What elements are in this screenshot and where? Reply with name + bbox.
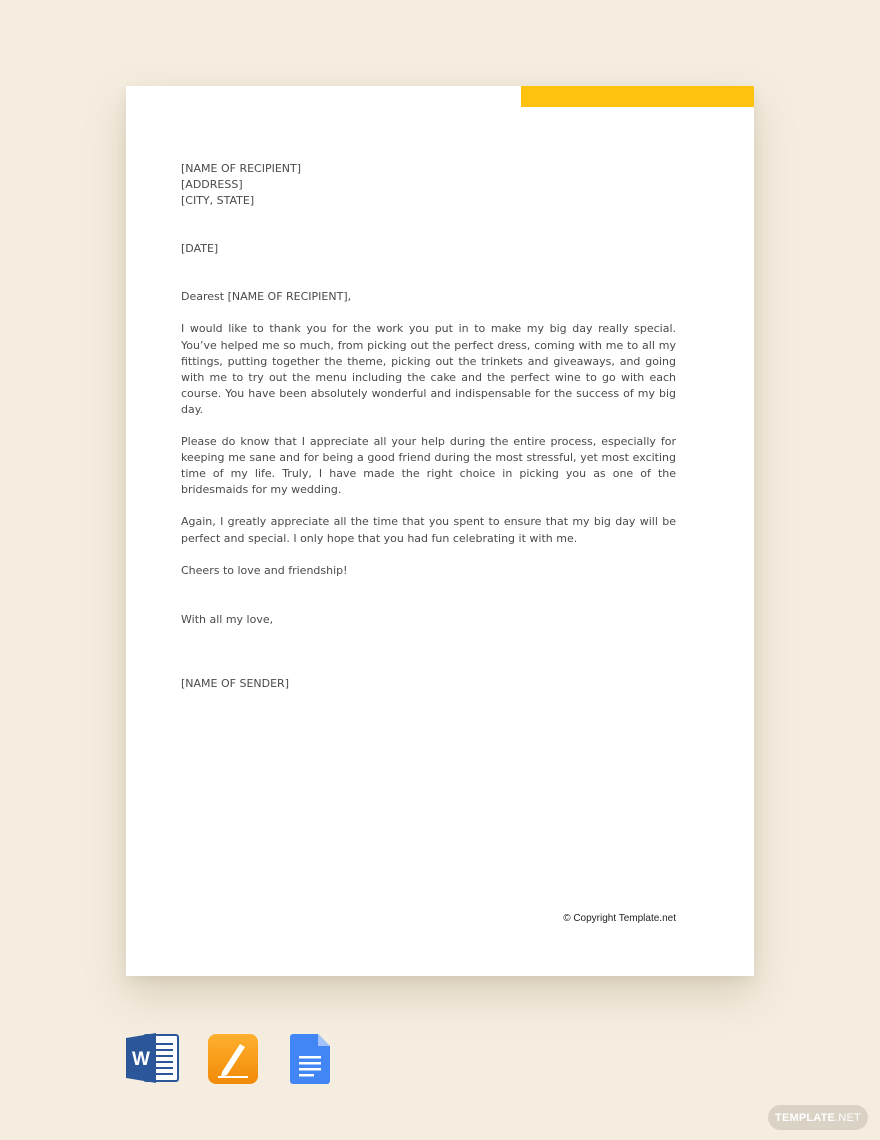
letter-page — [126, 86, 754, 976]
recipient-address: [ADDRESS] — [181, 178, 243, 192]
closing-line: With all my love, — [181, 612, 274, 626]
accent-bar — [521, 86, 754, 107]
microsoft-word-icon[interactable] — [126, 1032, 180, 1084]
google-docs-icon[interactable] — [290, 1034, 330, 1084]
recipient-city-state: [CITY, STATE] — [181, 194, 255, 208]
body-paragraph: I would like to thank you for the work you put in to make my big day really special. You’ve helped me so much, from picking out the perfect dress, coming with me to all my fittings, putting together the theme, picking out the trinkets and giveaways, and going with me to try out the menu including the cake and the perfect wine to go with each course. You have been absolutely wonderful and indispensable for the success of my big day. — [181, 322, 676, 416]
body-paragraph: Again, I greatly appreciate all the time that you spent to ensure that my big day will be perfect and special. I only hope that you had fun celebrating it with me. — [181, 515, 676, 545]
body-paragraph: Please do know that I appreciate all your help during the entire process, especially for keeping me sane and for being a good friend during the most stressful, yet most exciting time of my life. Truly, I have made the right choice in picking you as one of the bridesmaids for my wedding. — [181, 435, 676, 497]
template-net-badge[interactable] — [768, 1105, 868, 1130]
brand-name: TEMPLATE — [775, 1111, 836, 1124]
letter-date: [DATE] — [181, 242, 219, 256]
svg-text:W: W — [132, 1049, 150, 1070]
brand-tld: .NET — [835, 1111, 861, 1124]
copyright-notice: © Copyright Template.net — [563, 913, 676, 924]
letter-body — [181, 161, 676, 692]
cheers-line: Cheers to love and friendship! — [181, 563, 348, 577]
sender-name: [NAME OF SENDER] — [181, 676, 289, 690]
salutation: Dearest [NAME OF RECIPIENT], — [181, 290, 352, 304]
recipient-name: [NAME OF RECIPIENT] — [181, 162, 302, 175]
apple-pages-icon[interactable] — [208, 1034, 258, 1084]
